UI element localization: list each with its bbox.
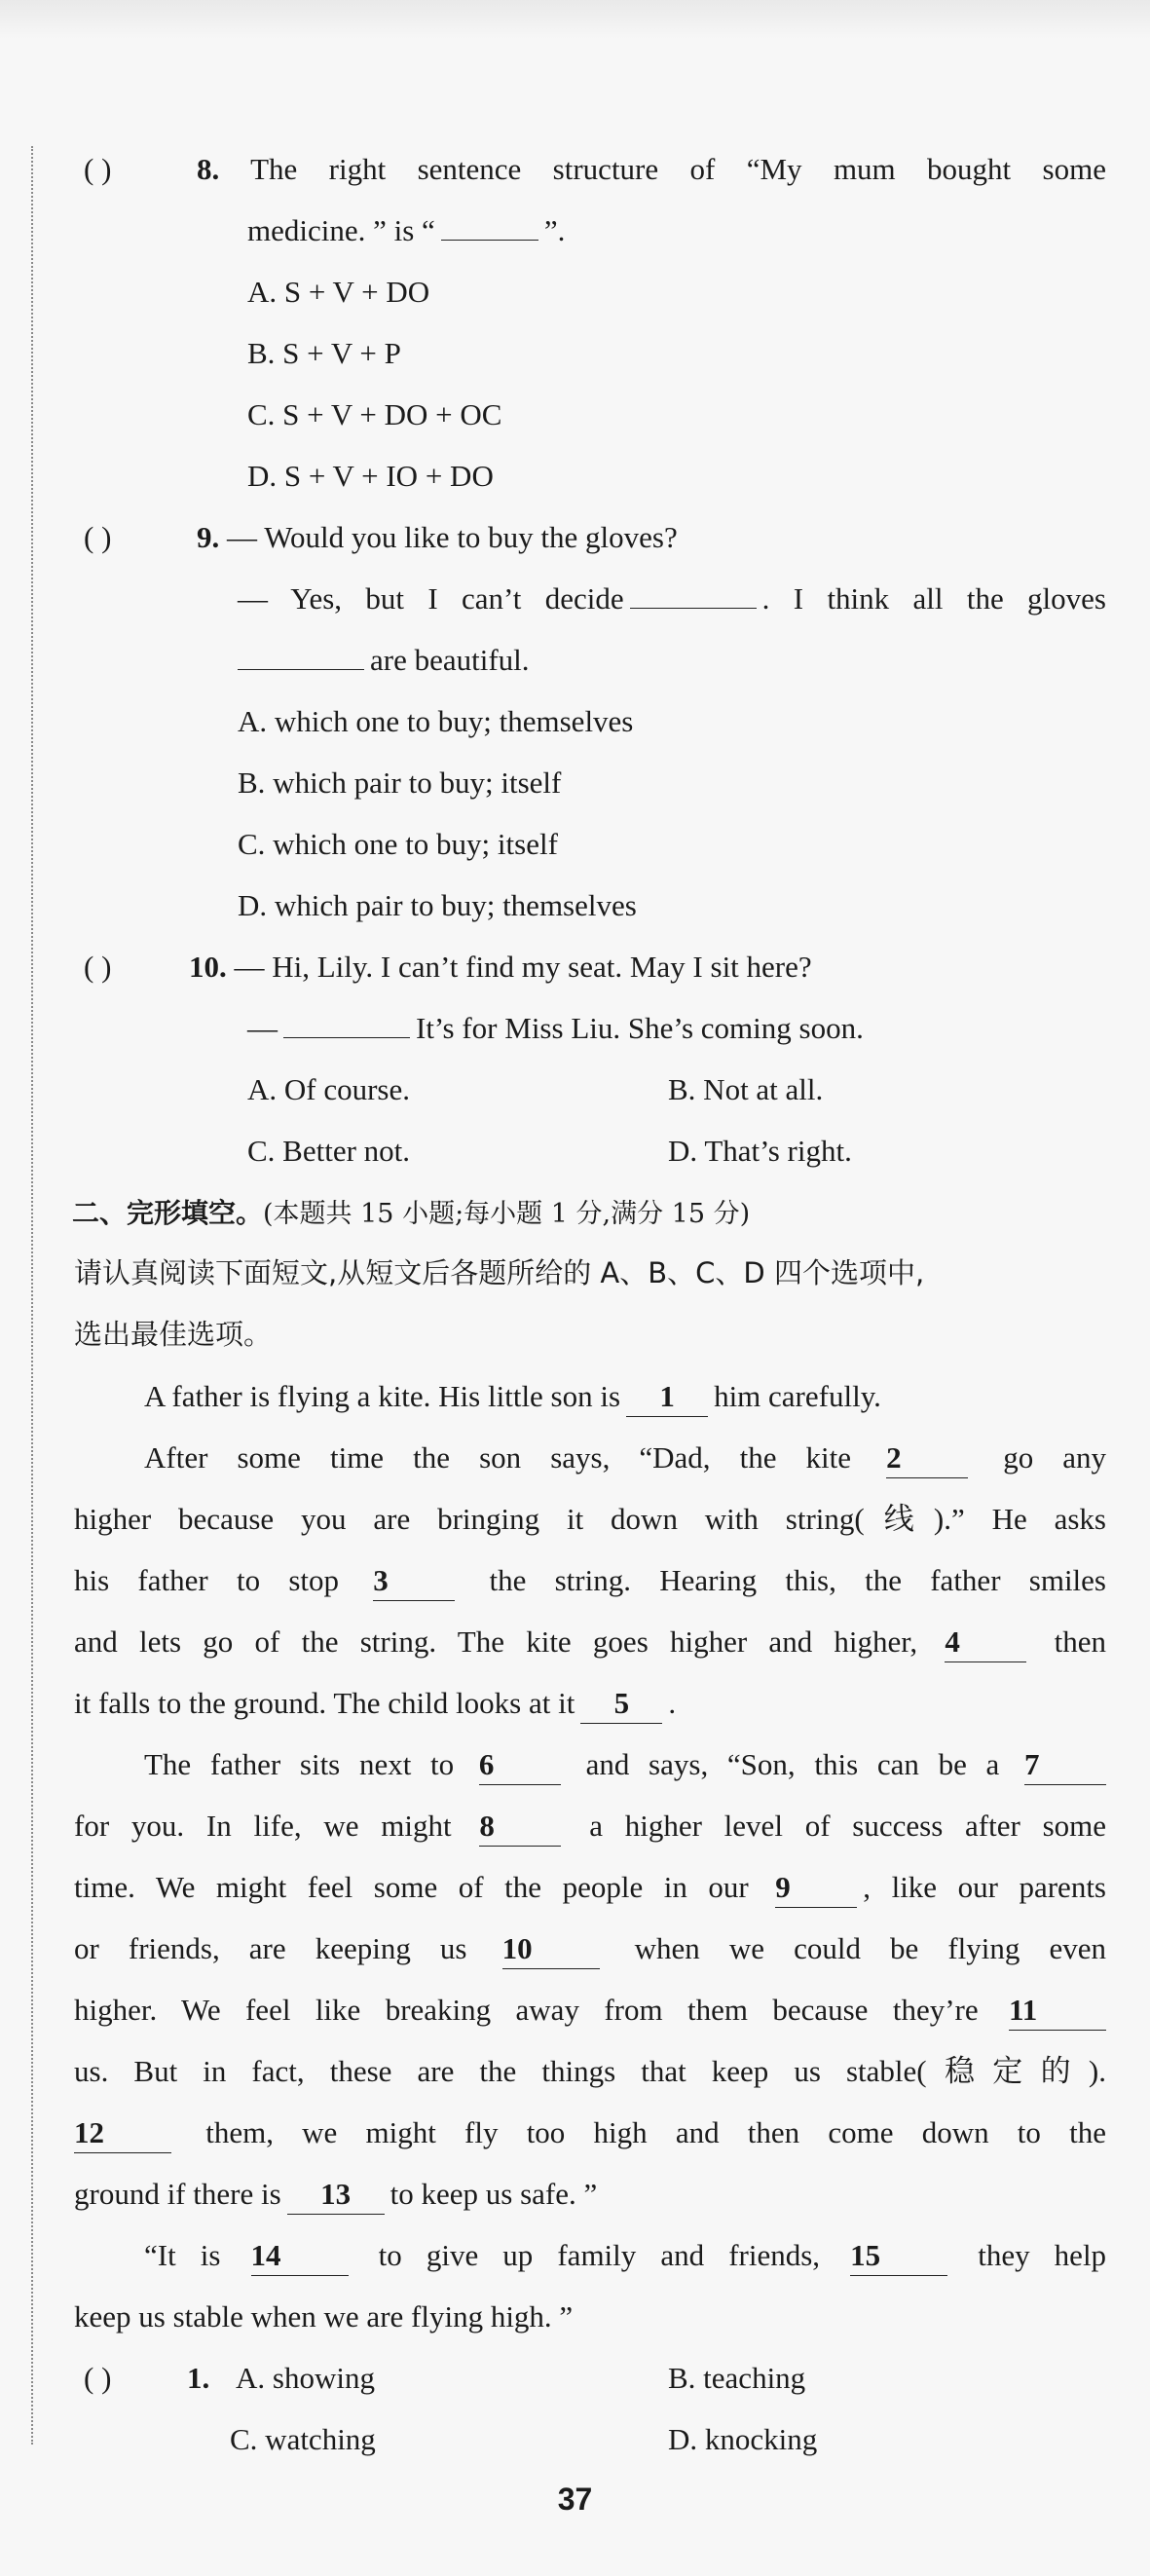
passage-text: The father sits next to — [144, 1747, 455, 1781]
passage-text: and lets go of the string. The kite goes higher and higher, — [74, 1624, 918, 1659]
blank-8[interactable]: 8 — [479, 1807, 561, 1847]
passage-line-11 — [74, 1979, 1106, 2040]
passage-line-2 — [74, 1427, 1106, 1488]
q9-option-a-text: A. which one to buy; themselves — [238, 704, 634, 738]
blank-11[interactable]: 11 — [1009, 1991, 1106, 2031]
q8-stem-1: The right sentence structure of “My mum bought some — [250, 152, 1106, 186]
q8-stem-2b: ”. — [543, 213, 566, 247]
cloze-q1-option-a[interactable]: A. showing — [236, 2361, 375, 2395]
q8-option-d[interactable] — [74, 445, 1106, 506]
passage-text: go any — [1003, 1440, 1107, 1475]
q9-option-b-text: B. which pair to buy; itself — [238, 765, 562, 800]
q9-option-d-text: D. which pair to buy; themselves — [238, 888, 637, 922]
cloze-q1-answer-bracket[interactable]: ( ) — [84, 2361, 112, 2395]
worksheet-content — [74, 138, 1106, 2470]
passage-text: time. We might feel some of the people in our — [74, 1870, 749, 1904]
q8-stem-line-1 — [197, 138, 1106, 200]
passage-text: when we could be flying even — [634, 1931, 1106, 1965]
passage-text: the string. Hearing this, the father smiles — [489, 1563, 1106, 1597]
q10-option-a[interactable]: A. Of course. — [247, 1072, 411, 1106]
q10-options-row-2 — [74, 1120, 1106, 1181]
cloze-q1-number: 1. — [187, 2361, 210, 2395]
section-title: 二、完形填空。 — [72, 1197, 264, 1229]
passage-line-13 — [74, 2102, 1106, 2163]
q9-stem-line-1 — [197, 506, 678, 568]
section-heading — [72, 1181, 1106, 1243]
q8-option-c-text: C. S + V + DO + OC — [247, 397, 502, 431]
blank-6[interactable]: 6 — [479, 1745, 561, 1785]
passage-text: higher. We feel like breaking away from them because they’re — [74, 1993, 979, 2027]
binding-margin-line — [31, 146, 33, 2445]
cloze-q1-row-1 — [74, 2347, 1106, 2408]
section-note: (本题共 15 小题;每小题 1 分,满分 15 分) — [263, 1199, 751, 1229]
q10-stem-2b: It’s for Miss Liu. She’s coming soon. — [416, 1011, 864, 1045]
passage-text: him carefully. — [714, 1379, 881, 1413]
q8-number: 8. — [197, 152, 220, 186]
passage-text: . — [668, 1686, 677, 1720]
passage-line-14 — [74, 2163, 1106, 2224]
passage-text: to give up family and friends, — [378, 2238, 821, 2272]
q10-stem-1: — Hi, Lily. I can’t find my seat. May I sit here? — [234, 950, 812, 984]
q9-stem-3: are beautiful. — [370, 643, 530, 677]
cloze-q1-row-2 — [74, 2408, 1106, 2470]
blank-3[interactable]: 3 — [373, 1561, 455, 1601]
section-instruction-1: 请认真阅读下面短文,从短文后各题所给的 A、B、C、D 四个选项中, — [74, 1256, 925, 1289]
q9-option-c-text: C. which one to buy; itself — [238, 827, 558, 861]
q8-option-c[interactable] — [74, 384, 1106, 445]
blank-2[interactable]: 2 — [886, 1438, 968, 1478]
q9-option-a[interactable] — [74, 691, 1106, 752]
q9-option-b[interactable] — [74, 752, 1106, 813]
q10-answer-bracket[interactable]: ( ) — [84, 950, 112, 984]
q10-number: 10. — [189, 950, 227, 984]
q10-stem-line-2 — [247, 997, 864, 1059]
q9-blank-2 — [238, 640, 364, 670]
q8-answer-bracket[interactable]: ( ) — [84, 152, 112, 186]
q9-stem-line-2 — [238, 568, 1106, 629]
passage-text: A father is flying a kite. His little son is — [144, 1379, 621, 1413]
passage-text: ground if there is — [74, 2177, 281, 2211]
q10-option-c[interactable]: C. Better not. — [247, 1134, 411, 1168]
passage-text: them, we might fly too high and then come down to the — [205, 2115, 1106, 2149]
q8-option-b-text: B. S + V + P — [247, 336, 401, 370]
q9-option-d[interactable] — [74, 875, 1106, 936]
section-instruction-2: 选出最佳选项。 — [74, 1318, 273, 1351]
passage-text: to keep us safe. ” — [390, 2177, 598, 2211]
q9-blank-1 — [630, 579, 757, 609]
q9-line-3 — [74, 629, 1106, 691]
q9-option-c[interactable] — [74, 813, 1106, 875]
passage-line-15 — [74, 2224, 1106, 2286]
q10-option-d[interactable]: D. That’s right. — [668, 1134, 852, 1168]
q9-stem-line-3 — [238, 629, 530, 691]
passage-line-3: higher because you are bringing it down with string(线).” He asks — [74, 1502, 1106, 1536]
blank-4[interactable]: 4 — [945, 1623, 1026, 1662]
scan-shadow — [0, 0, 1150, 39]
blank-7[interactable]: 7 — [1024, 1745, 1106, 1785]
passage-text: or friends, are keeping us — [74, 1931, 467, 1965]
q8-option-a[interactable] — [74, 261, 1106, 322]
passage-text: After some time the son says, “Dad, the kite — [144, 1440, 852, 1475]
passage-text: then — [1054, 1624, 1107, 1659]
q8-stem-line-2 — [247, 200, 565, 261]
blank-5[interactable]: 5 — [580, 1684, 662, 1724]
blank-14[interactable]: 14 — [251, 2236, 349, 2276]
q10-options-row-1 — [74, 1059, 1106, 1120]
passage-line-6 — [74, 1672, 1106, 1734]
q10-line-1 — [74, 936, 1106, 997]
q9-answer-bracket[interactable]: ( ) — [84, 520, 112, 554]
q9-stem-1: — Would you like to buy the gloves? — [227, 520, 678, 554]
q10-blank — [283, 1008, 410, 1038]
page-number: 37 — [557, 2482, 593, 2517]
blank-10[interactable]: 10 — [502, 1929, 600, 1969]
passage-line-7 — [74, 1734, 1106, 1795]
q9-stem-2a: — Yes, but I can’t decide — [238, 581, 624, 616]
q8-line-2 — [74, 200, 1106, 261]
passage-line-1 — [74, 1365, 1106, 1427]
blank-13[interactable]: 13 — [287, 2175, 385, 2215]
q10-stem-line-1 — [189, 936, 812, 997]
q9-stem-2b: . I think all the gloves — [761, 581, 1106, 616]
q10-stem-2a: — — [247, 1011, 278, 1045]
q9-line-1 — [74, 506, 1106, 568]
passage-line-10 — [74, 1918, 1106, 1979]
passage-line-5 — [74, 1611, 1106, 1672]
q9-number: 9. — [197, 520, 220, 554]
q9-line-2 — [74, 568, 1106, 629]
cloze-q1-option-c[interactable]: C. watching — [230, 2422, 376, 2456]
passage-line-4 — [74, 1549, 1106, 1611]
passage-text: they help — [978, 2238, 1107, 2272]
cloze-q1-option-b[interactable]: B. teaching — [668, 2361, 806, 2395]
blank-15[interactable]: 15 — [850, 2236, 947, 2276]
q8-option-a-text: A. S + V + DO — [247, 275, 430, 309]
q8-option-b[interactable] — [74, 322, 1106, 384]
passage-text: and says, “Son, this can be a — [585, 1747, 1000, 1781]
q10-option-b[interactable]: B. Not at all. — [668, 1072, 824, 1106]
passage-line-16: keep us stable when we are flying high. ” — [74, 2299, 574, 2333]
passage-line-12: us. But in fact, these are the things that keep us stable(稳定的). — [74, 2054, 1106, 2088]
passage-text: “It is — [144, 2238, 221, 2272]
q8-stem-2a: medicine. ” is “ — [247, 213, 435, 247]
passage-text: his father to stop — [74, 1563, 339, 1597]
passage-text: for you. In life, we might — [74, 1809, 452, 1843]
blank-1[interactable]: 1 — [626, 1377, 708, 1417]
passage-line-9 — [74, 1856, 1106, 1918]
q8-option-d-text: D. S + V + IO + DO — [247, 459, 494, 493]
passage-text: a higher level of success after some — [589, 1809, 1107, 1843]
cloze-q1-option-d[interactable]: D. knocking — [668, 2422, 818, 2456]
q10-line-2 — [74, 997, 1106, 1059]
blank-9[interactable]: 9 — [775, 1868, 857, 1908]
passage-text: it falls to the ground. The child looks at it — [74, 1686, 575, 1720]
passage-line-8 — [74, 1795, 1106, 1856]
q8-line-1 — [74, 138, 1106, 200]
blank-12[interactable]: 12 — [74, 2113, 171, 2153]
q8-blank — [441, 210, 538, 241]
passage-text: , like our parents — [863, 1870, 1106, 1904]
